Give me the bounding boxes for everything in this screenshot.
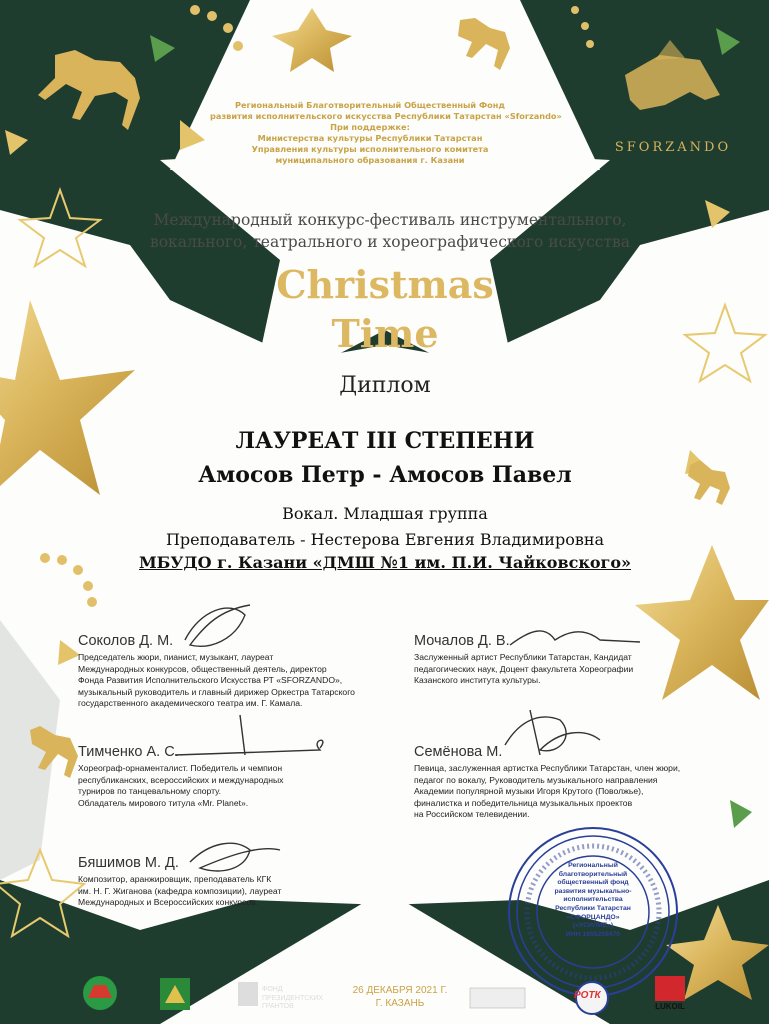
category: Вокал. Младшая группа xyxy=(282,504,488,523)
organizer-line: муниципального образования г. Казани xyxy=(275,155,465,165)
fund-line: ПРЕЗИДЕНТСКИХ xyxy=(262,994,324,1002)
jury-name: Семёнова М. xyxy=(414,744,503,760)
jury-desc-line: Композитор, аранжировщик, преподаватель КГК xyxy=(78,874,272,884)
jury-name: Мочалов Д. В. xyxy=(414,633,510,649)
jury-desc-line: финалистка и победительница музыкальных проектов xyxy=(414,797,633,808)
jury-desc-line: педагогических наук, Доцент факультета Хореографии xyxy=(414,663,634,674)
seal-line: развития музыкально- xyxy=(554,887,632,895)
event-date xyxy=(340,984,460,1010)
lukoil-logo-text: LUKOIL xyxy=(655,1002,685,1011)
brand-name: SFORZANDO xyxy=(614,140,732,155)
jury-desc-line: Заслуженный артист Республики Татарстан, Кандидат xyxy=(414,652,632,662)
contest-title-line-2: Time xyxy=(331,311,439,356)
seal-line: благотворительный xyxy=(558,870,628,878)
jury-name: Тимченко А. С. xyxy=(78,744,179,760)
jury-description xyxy=(78,874,378,909)
seal-line: («УСИЛИЕ») xyxy=(572,922,614,930)
jury-desc-line: Хореограф-орнаменталист. Победитель и чемпион xyxy=(78,763,283,773)
jury-desc-line: Певица, заслуженная артистка Республики Татарстан, член жюри, xyxy=(414,763,681,773)
jury-desc-line: турниров по танцевальному спорту. xyxy=(78,786,221,796)
organizer-line: Управления культуры исполнительного комитета xyxy=(251,144,489,154)
contest-line-2: вокального, театрального и хореографического искусства xyxy=(149,233,631,251)
school-name: МБУДО г. Казани «ДМШ №1 им. П.И. Чайковского» xyxy=(138,553,632,572)
rotk-logo-text: РОТК xyxy=(574,990,601,1001)
participant-names: Амосов Петр - Амосов Павел xyxy=(198,462,572,488)
jury-member xyxy=(78,633,398,710)
jury-desc-line: Казанского института культуры. xyxy=(414,675,541,685)
date-line: 26 ДЕКАБРЯ 2021 Г. xyxy=(352,985,448,996)
jury-desc-line: республиканских, всероссийских и международных xyxy=(78,774,284,785)
jury-description xyxy=(414,763,744,821)
seal-line: ИНН 1655259470 xyxy=(565,930,621,938)
jury-desc-line: на Российском телевидении. xyxy=(414,809,530,819)
seal-line: Региональный xyxy=(568,862,618,869)
seal-line: «СФОРЦАНДО» xyxy=(566,913,620,921)
jury-desc-line: педагог по вокалу, Руководитель музыкального направления xyxy=(414,774,658,785)
organizer-line: При поддержке: xyxy=(330,122,410,132)
jury-desc-line: им. Н. Г. Жиганова (кафедра композиции), лауреат xyxy=(78,885,282,896)
jury-name: Бяшимов М. Д. xyxy=(78,855,179,871)
jury-desc-line: государственного академического театра им. Г. Камала. xyxy=(78,698,303,708)
jury-desc-line: Международных и Всероссийских конкурсов. xyxy=(78,897,259,907)
jury-desc-line: Фонда Развития Исполнительского Искусства РТ «SFORZANDO», xyxy=(78,675,343,685)
jury-member xyxy=(414,633,734,687)
seal-line: исполнительства xyxy=(563,896,623,904)
jury-description xyxy=(78,763,378,809)
jury-desc-line: Председатель жюри, пианист, музыкант, лауреат xyxy=(78,652,274,662)
jury-member xyxy=(414,744,744,821)
organizer-line: развития исполнительского искусства Республики Татарстан «Sforzando» xyxy=(210,111,562,121)
presidential-grants-fund-label xyxy=(262,986,342,1012)
jury-member xyxy=(78,744,378,809)
jury-desc-line: Академии популярной музыки Игоря Крутого (Поволжье), xyxy=(414,786,644,796)
seal-line: Республики Татарстан xyxy=(555,904,631,912)
teacher: Преподаватель - Нестерова Евгения Владимировна xyxy=(165,530,605,549)
diploma-heading: Диплом xyxy=(339,373,431,398)
organizer-line: Министерства культуры Республики Татарстан xyxy=(257,133,483,143)
jury-description xyxy=(78,652,398,710)
organizer-line: Региональный Благотворительный Общественный Фонд xyxy=(234,100,506,110)
jury-desc-line: Обладатель мирового титула «Mr. Planet». xyxy=(78,797,249,808)
jury-desc-line: музыкальный руководитель и главный дирижер Оркестра Татарского xyxy=(78,686,355,697)
jury-description xyxy=(414,652,734,687)
organizer-block xyxy=(210,100,562,166)
contest-description xyxy=(130,209,650,253)
contest-line-1: Международный конкурс-фестиваль инструментального, xyxy=(153,211,627,229)
seal-text xyxy=(518,862,668,939)
jury-name: Соколов Д. М. xyxy=(78,633,174,649)
seal-line: общественный фонд xyxy=(557,879,629,887)
city-line: Г. КАЗАНЬ xyxy=(375,998,425,1009)
jury-desc-line: Международных конкурсов, общественный деятель, директор xyxy=(78,663,327,674)
fund-line: ГРАНТОВ xyxy=(262,1003,294,1010)
fund-line: ФОНД xyxy=(262,986,283,993)
contest-title-line-1: Christmas xyxy=(276,262,494,307)
award-title: ЛАУРЕАТ III СТЕПЕНИ xyxy=(235,428,535,454)
jury-member xyxy=(78,855,378,909)
